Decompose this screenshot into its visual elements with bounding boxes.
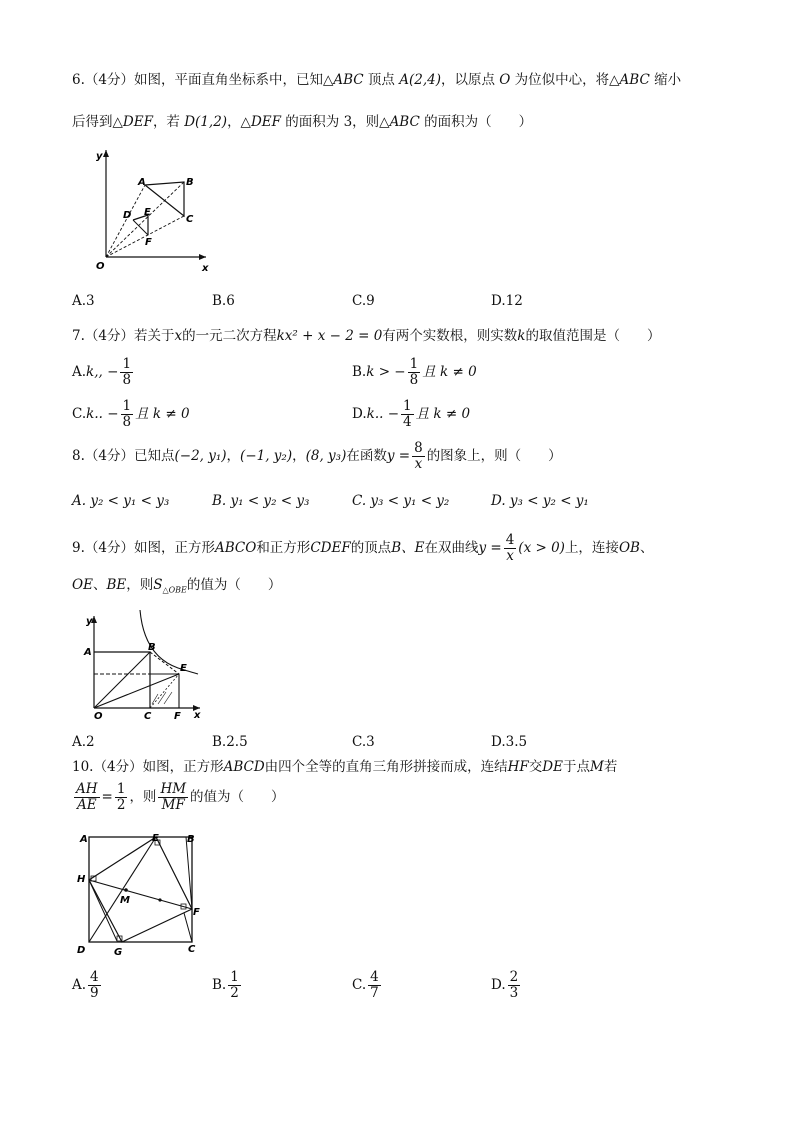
option-rel: > −	[374, 364, 406, 380]
q6-text: ，△	[227, 114, 251, 130]
segment-hf	[89, 880, 192, 909]
square-efgh	[89, 837, 192, 942]
numerator: 1	[122, 356, 132, 372]
q7-option-d[interactable]	[352, 399, 470, 430]
point-b-label: B	[186, 177, 194, 188]
x-axis-label: x	[194, 710, 201, 721]
denominator: 2	[230, 985, 239, 1001]
option-prefix: B.	[212, 977, 227, 993]
q6-text: 如图，平面直角坐标系中，已知△	[133, 72, 334, 88]
q10-text: 若	[603, 759, 618, 775]
point-m-label: M	[120, 895, 130, 906]
option-fraction	[88, 970, 101, 1001]
q6-text: 的面积为（ ）	[419, 114, 533, 130]
x-axis-label: x	[202, 263, 209, 274]
q6-text: ，以原点	[440, 72, 500, 88]
denominator: 2	[116, 797, 126, 813]
option-sign: −	[102, 406, 119, 422]
segment-be	[150, 652, 179, 674]
q9-figure	[78, 608, 218, 723]
numerator: 4	[370, 969, 379, 985]
numerator: 1	[230, 969, 239, 985]
denominator: MF	[161, 797, 185, 813]
q6-line-2	[72, 112, 532, 132]
q8-point-1: (−2, y₁)	[174, 448, 227, 464]
option-fraction	[508, 970, 521, 1001]
q10-score: （4分）	[93, 759, 143, 775]
q9-text: ，则	[126, 577, 154, 593]
q8-point-3: (8, y₃)	[305, 448, 347, 464]
q6-math: ABC	[619, 72, 650, 88]
denominator: 8	[409, 372, 419, 388]
point-h-label: H	[77, 874, 86, 885]
q7-option-b[interactable]	[352, 357, 477, 388]
numerator: 2	[509, 969, 519, 985]
q7-option-a[interactable]	[72, 357, 135, 388]
q10-number: 10.	[72, 759, 94, 775]
q7-text: 的取值范围是（ ）	[525, 328, 661, 344]
triangle-def	[133, 215, 148, 235]
midpoint-dot	[158, 898, 161, 901]
q7-option-c[interactable]	[72, 399, 190, 430]
point-f-label: F	[174, 711, 181, 722]
q7-score: （4分）	[84, 328, 134, 344]
option-fraction	[368, 970, 381, 1001]
point-a-label: A	[80, 834, 88, 845]
q9-text: 的值为（ ）	[186, 577, 282, 593]
point-c-label: C	[144, 711, 152, 722]
q9-math: OB	[618, 540, 640, 556]
numerator: 1	[403, 398, 412, 414]
square-abcd	[89, 837, 192, 942]
q10-text: 的值为（ ）	[190, 789, 285, 805]
q9-text: 的顶点	[350, 540, 392, 556]
q6-option-c[interactable]: C.9	[352, 293, 375, 309]
q8-sep: ，	[226, 448, 241, 464]
numerator: 1	[122, 398, 132, 414]
option-prefix: C.	[72, 406, 87, 422]
q8-option-d[interactable]: D. y₃ < y₂ < y₁	[491, 493, 589, 509]
numerator: AH	[76, 781, 98, 797]
q6-math: D(1,2)	[184, 114, 228, 130]
q10-math: M	[589, 759, 604, 775]
q10-option-b[interactable]	[212, 970, 243, 1001]
q8-option-c[interactable]: C. y₃ < y₁ < y₂	[352, 493, 450, 509]
q7-text: 的一元二次方程	[182, 328, 277, 344]
q7-math: k	[517, 328, 526, 344]
q9-fraction	[504, 533, 517, 564]
numerator: 1	[116, 781, 126, 797]
q6-text: 为位似中心，将△	[510, 72, 620, 88]
q6-math: A(2,4)	[399, 72, 441, 88]
q10-line-1	[72, 757, 617, 777]
q10-math: HF	[507, 759, 529, 775]
q9-function: y =	[478, 540, 502, 556]
q8-option-b[interactable]: B. y₁ < y₂ < y₃	[212, 493, 310, 509]
q8-point-2: (−1, y₂)	[240, 448, 293, 464]
denominator: 4	[403, 414, 412, 430]
option-fraction	[408, 357, 421, 388]
q8-function: y =	[386, 448, 411, 464]
denominator: 8	[122, 414, 132, 430]
numerator: 4	[505, 532, 515, 548]
q6-figure	[78, 145, 218, 285]
q9-text: 、	[639, 540, 654, 556]
q8-number: 8.	[72, 448, 85, 464]
y-axis-label: y	[96, 151, 103, 162]
q10-text: 由四个全等的直角三角形拼接而成，连结	[264, 759, 508, 775]
denominator: 9	[90, 985, 99, 1001]
q9-option-c[interactable]: C.3	[352, 734, 375, 750]
q6-text: 缩小	[649, 72, 682, 88]
option-fraction	[401, 399, 414, 430]
q6-text: ，若	[152, 114, 185, 130]
q9-line-1	[72, 533, 653, 564]
q9-text: 和正方形	[256, 540, 311, 556]
q9-score: （4分）	[84, 540, 134, 556]
q9-text: 、	[92, 577, 107, 593]
q9-area-symbol: S	[153, 577, 163, 593]
q6-number: 6.	[72, 72, 85, 88]
q7-stem	[72, 326, 660, 346]
option-prefix: D.	[352, 406, 367, 422]
q9-line-2	[72, 575, 281, 601]
option-rel: ..	[374, 406, 384, 422]
point-a-label: A	[138, 177, 146, 188]
numerator: 1	[409, 356, 419, 372]
option-sign: −	[102, 364, 119, 380]
q6-text: 顶点	[363, 72, 400, 88]
option-tail: 且 k ≠ 0	[422, 364, 477, 380]
option-prefix: C.	[352, 977, 367, 993]
q9-text: 如图，正方形	[133, 540, 215, 556]
q8-text: 在函数	[346, 448, 387, 464]
option-tail: 且 k ≠ 0	[135, 406, 190, 422]
numerator: 8	[414, 440, 423, 456]
q8-text: 的图象上，则（ ）	[426, 448, 562, 464]
denominator: AE	[76, 797, 97, 813]
segment-hg	[89, 880, 117, 941]
point-c-label: C	[186, 214, 194, 225]
q8-fraction	[412, 441, 425, 472]
q10-option-a[interactable]	[72, 970, 103, 1001]
q10-ask-fraction	[158, 782, 188, 813]
denominator: 8	[122, 372, 132, 388]
q10-text: 于点	[562, 759, 590, 775]
option-var: k	[86, 364, 95, 380]
x-axis-arrow-icon	[199, 254, 206, 260]
q9-math: B、E	[391, 540, 425, 556]
q6-text: 后得到△	[72, 114, 123, 130]
q9-option-d[interactable]: D.3.5	[491, 734, 528, 750]
q7-text: 若关于	[133, 328, 175, 344]
q8-stem	[72, 441, 562, 472]
q7-number: 7.	[72, 328, 85, 344]
hatch-marks	[152, 692, 172, 704]
q9-text: 在双曲线	[424, 540, 479, 556]
q8-option-a[interactable]: A. y₂ < y₁ < y₃	[72, 493, 170, 509]
point-b-label: B	[148, 642, 156, 653]
option-rel: ,,	[94, 364, 103, 380]
q9-text: 上，连接	[564, 540, 619, 556]
q6-math: ABC	[333, 72, 364, 88]
q9-math: ABCO	[214, 540, 257, 556]
segment-oe	[94, 674, 179, 708]
q8-text: 已知点	[133, 448, 175, 464]
q10-math: ABCD	[223, 759, 265, 775]
option-prefix: D.	[491, 977, 506, 993]
y-axis-label: y	[86, 616, 93, 627]
q6-line-1	[72, 70, 681, 90]
q10-condition-fraction	[74, 782, 100, 813]
q10-option-d[interactable]	[491, 970, 522, 1001]
segment-ob	[94, 652, 150, 708]
option-prefix: B.	[352, 364, 367, 380]
q7-text: 有两个实数根，则实数	[382, 328, 518, 344]
option-var: k	[86, 406, 95, 422]
point-e-label: E	[144, 207, 151, 218]
point-a-label: A	[84, 647, 92, 658]
option-fraction	[228, 970, 241, 1001]
point-e-label: E	[180, 663, 187, 674]
point-d-label: D	[77, 945, 86, 956]
option-prefix: A.	[72, 364, 87, 380]
q7-equation: kx² + x − 2 = 0	[276, 328, 383, 344]
option-tail: 且 k ≠ 0	[415, 406, 471, 422]
triangle-def-side	[133, 220, 148, 235]
q8-score: （4分）	[84, 448, 134, 464]
q10-math: DE	[542, 759, 563, 775]
segment-cf	[184, 913, 192, 942]
q6-text: 的面积为 3，则△	[281, 114, 390, 130]
option-fraction	[121, 399, 134, 430]
point-m-dot	[124, 888, 128, 892]
q10-text: 如图，正方形	[142, 759, 224, 775]
point-e-label: E	[152, 833, 159, 844]
denominator: x	[506, 548, 514, 564]
q10-condition-value	[115, 782, 128, 813]
option-prefix: A.	[72, 977, 87, 993]
option-var: k	[366, 406, 375, 422]
q9-math: OE	[72, 577, 93, 593]
q6-option-a[interactable]: A.3	[72, 293, 95, 309]
q10-figure	[72, 828, 207, 963]
q9-math: CDEF	[310, 540, 351, 556]
ray-oa	[106, 185, 145, 257]
q10-equals: =	[101, 789, 113, 805]
q10-text: ，则	[129, 789, 157, 805]
q6-option-b[interactable]: B.6	[212, 293, 235, 309]
q10-line-2	[72, 782, 285, 813]
q9-area-subscript: △OBE	[162, 585, 187, 595]
q6-math: O	[499, 72, 511, 88]
option-fraction	[120, 357, 133, 388]
numerator: HM	[160, 781, 187, 797]
q9-option-a[interactable]: A.2	[72, 734, 95, 750]
q9-domain: (x > 0)	[518, 540, 565, 556]
q8-sep: ，	[292, 448, 306, 464]
q10-text: 交	[528, 759, 543, 775]
option-var: k	[366, 364, 375, 380]
q6-math: DEF	[250, 114, 281, 130]
denominator: 7	[370, 985, 379, 1001]
q7-math: x	[174, 328, 183, 344]
point-c-label: C	[188, 944, 196, 955]
point-b-label: B	[187, 834, 195, 845]
q6-option-d[interactable]: D.12	[491, 293, 523, 309]
q9-math: BE	[106, 577, 127, 593]
q6-score: （4分）	[84, 72, 134, 88]
option-rel: ..	[94, 406, 103, 422]
option-sign: −	[383, 406, 400, 422]
q10-option-c[interactable]	[352, 970, 383, 1001]
y-axis-arrow-icon	[103, 150, 109, 157]
q9-number: 9.	[72, 540, 85, 556]
point-d-label: D	[123, 210, 132, 221]
q6-math: ABC	[389, 114, 420, 130]
denominator: 3	[509, 985, 519, 1001]
point-g-label: G	[114, 947, 123, 958]
q6-math: DEF	[122, 114, 153, 130]
point-f-label: F	[145, 237, 152, 248]
origin-label: O	[94, 711, 103, 722]
denominator: x	[414, 456, 423, 472]
origin-label: O	[96, 261, 105, 272]
q9-option-b[interactable]: B.2.5	[212, 734, 248, 750]
point-f-label: F	[193, 907, 200, 918]
numerator: 4	[90, 969, 99, 985]
